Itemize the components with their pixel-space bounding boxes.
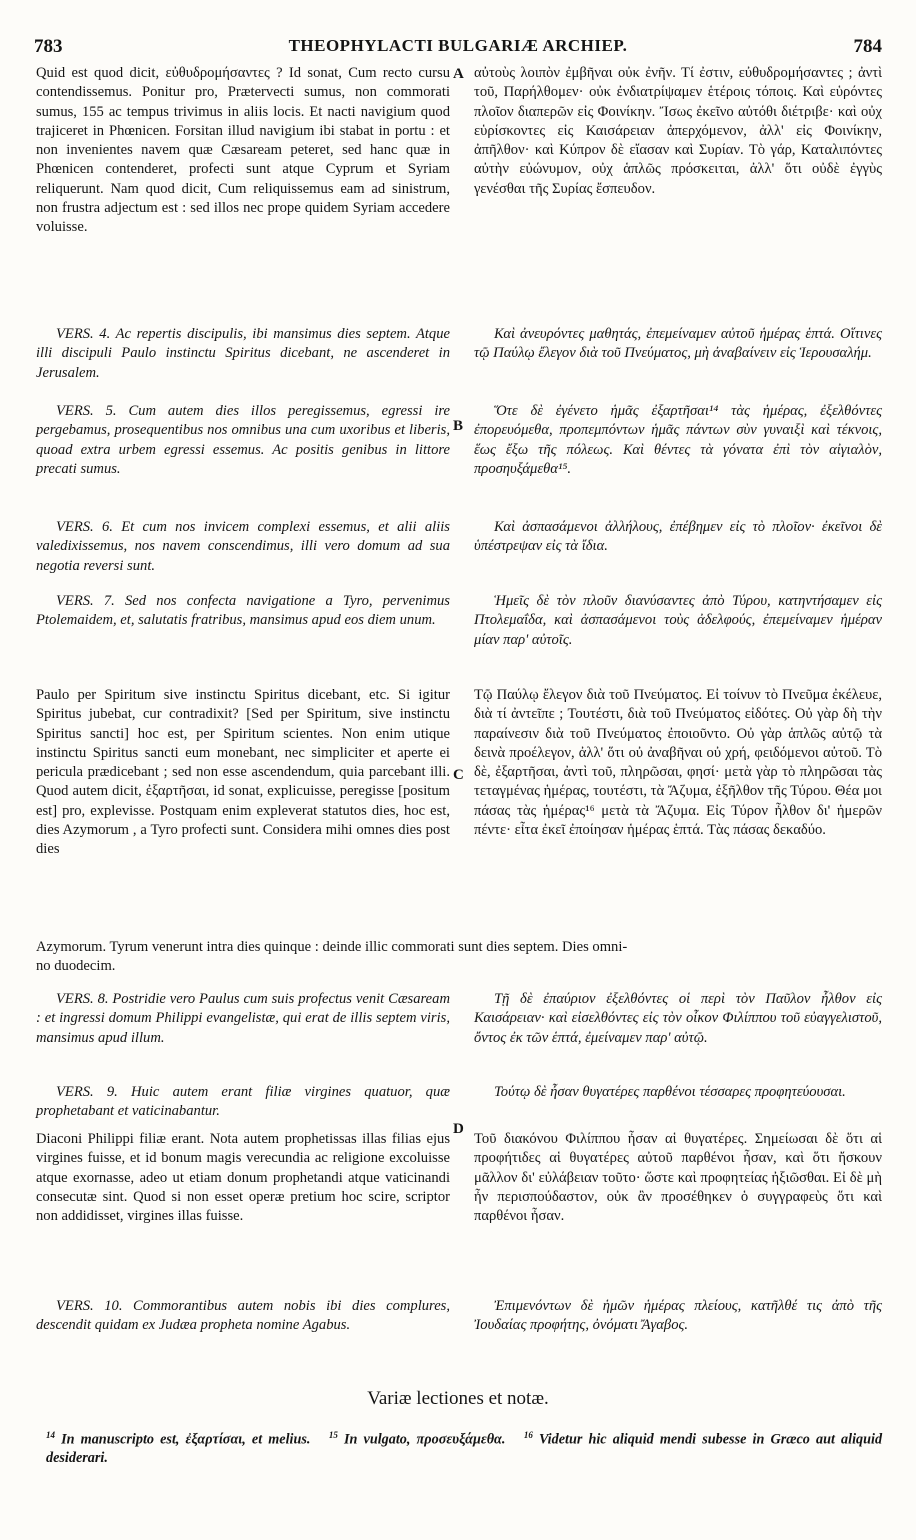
greek-verse-10-text: Ἐπιμενόντων δὲ ἡμῶν ἡμέρας πλείους, κατῆλθέ τις ἀπὸ τῆς Ἰουδαίας προφήτης, ὀνόματι Ἄγαβος. xyxy=(474,1298,882,1334)
latin-verse-6-text: VERS. 6. Et cum nos invicem complexi essemus, et alii aliis valedixissemus, nos navem conscendimus, illi vero domum ad sua negotia reversi sunt. xyxy=(36,519,450,574)
latin-verse-4-text: VERS. 4. Ac repertis discipulis, ibi mansimus dies septem. Atque illi discipuli Paulo instinctu Spiritus dicebant, ne ascenderet in Jerusalem. xyxy=(36,326,450,381)
notes-heading: Variæ lectiones et notæ. xyxy=(367,1388,549,1409)
greek-verse-8 xyxy=(474,990,882,1048)
latin-verse-10 xyxy=(36,1297,450,1336)
latin-verse-7-text: VERS. 7. Sed nos confecta navigatione a Tyro, pervenimus Ptolemaidem, et, salutatis fratribus, mansimus apud eos diem unum. xyxy=(36,593,450,629)
latin-verse-8-text: VERS. 8. Postridie vero Paulus cum suis profectus venit Cæsaream : et ingressi domum Philippi evangelistæ, qui erat de illis septem viris, mansimus apud illum. xyxy=(36,991,450,1046)
greek-verse-10 xyxy=(474,1297,882,1336)
greek-verse-5-text: Ὅτε δὲ ἐγένετο ἡμᾶς ἐξαρτῆσαι¹⁴ τὰς ἡμέρας, ἐξελθόντες ἐπορευόμεθα, προπεμπόντων ἡμᾶς πάντων σὺν γυναιξὶ καὶ τέκνοις, ἕως ἔξω τῆς πόλεως. Καὶ θέντες τὰ γόνατα ἐπὶ τὸν αἰγιαλὸν, προσηυξάμεθα¹⁵. xyxy=(474,403,882,477)
running-title: THEOPHYLACTI BULGARIÆ ARCHIEP. xyxy=(288,36,628,55)
page-number-right: 784 xyxy=(853,36,882,57)
latin-verse-4 xyxy=(36,325,450,383)
footnote-15: In vulgato, προσευξάμεθα. xyxy=(343,1431,506,1448)
latin-commentary-2-end xyxy=(36,957,450,976)
greek-verse-8-text: Τῇ δὲ ἐπαύριον ἐξελθόντες οἱ περὶ τὸν Παῦλον ἦλθον εἰς Καισάρειαν· καὶ εἰσελθόντες εἰς τὸν οἶκον Φιλίππου τοῦ εὐαγγελιστοῦ, ὄντος ἐκ τῶν ἑπτά, ἐμείναμεν παρ' αὐτῷ. xyxy=(474,991,882,1046)
greek-verse-6 xyxy=(474,518,882,557)
latin-verse-9-text: VERS. 9. Huic autem erant filiæ virgines quatuor, quæ prophetabant et vaticinabantur. xyxy=(36,1084,450,1120)
greek-commentary-1: αὐτοὺς λοιπὸν ἐμβῆναι οὐκ ἐνῆν. Τί ἐστιν, εὐθυδρομήσαντες ; ἀντὶ τοῦ, Παρήλθομεν· οὐκ ἐνδιατρίψαμεν ἑτέροις τόποις. Καὶ εὑρόντες πλοῖον διαπερῶν εἰς Φοινίκην. Ἴσως ἐκεῖνο αὐτόθι διέτριβε· καὶ οὐχ εὑρίσκοντες εἰς Καισάρειαν ἀπερχόμενον, ἀλλ' εἰς Φοινίκην, ἀπῆλθον· καὶ Κύπρον δὲ εἴασαν καὶ Συρίαν. Τὸ γάρ, Καταλιπόντες αὐτὴν εὐώνυμον, οὐχ ἁπλῶς πρόσκειται, ἀλλ' ὅτι οὐδὲ ἐγγὺς γενέσθαι τῆς Συρίας ἔσπευδον. xyxy=(474,65,882,197)
greek-verse-4 xyxy=(474,325,882,364)
footnote-14-mark: 14 xyxy=(46,1430,55,1440)
latin-column-top xyxy=(36,64,450,308)
greek-verse-7-text: Ἡμεῖς δὲ τὸν πλοῦν διανύσαντες ἀπὸ Τύρου, κατηντήσαμεν εἰς Πτολεμαΐδα, καὶ ἀσπασάμενοι τοὺς ἀδελφούς, ἐπεμείναμεν ἡμέραν μίαν παρ' αὐτοῖς. xyxy=(474,593,882,648)
greek-commentary-3-text: Τοῦ διακόνου Φιλίππου ἦσαν αἱ θυγατέρες. Σημείωσαι δὲ ὅτι αἱ προφήτιδες αἱ θυγατέρες αὐτοῦ παρθένοι ἦσαν, καὶ ὅτι ἤσκουν μᾶλλον δι' εὐλάβειαν τοῦτο· ὥστε καὶ προφητείας ἠξιῶσθαι. Εἰ δὲ μὴ ἦν περισπούδαστον, οὐκ ἂν προσέθηκεν ὁ συγγραφεὺς ὅτι καὶ παρθένοι ἦσαν. xyxy=(474,1131,882,1225)
latin-commentary-3-text: Diaconi Philippi filiæ erant. Nota autem prophetissas illas filias ejus virgines fuisse, et id bonum magis verecundia ac religione excoluisse atque exornasse, adeo ut etiam donum prophetandi atque vaticinandi consecutæ sint. Quod si non esset operæ pretium hoc scire, scriptor non addidisset, virgines illas fuisse. xyxy=(36,1131,450,1225)
latin-commentary-3 xyxy=(36,1130,450,1226)
latin-verse-10-text: VERS. 10. Commorantibus autem nobis ibi dies complures, descendit quidam ex Judæa propheta nomine Agabus. xyxy=(36,1298,450,1334)
full-width-line: Azymorum. Tyrum venerunt intra dies quinque : deinde illic commorati sunt dies septem. Dies omni- xyxy=(36,939,628,955)
greek-verse-4-text: Καὶ ἀνευρόντες μαθητάς, ἐπεμείναμεν αὐτοῦ ἡμέρας ἑπτά. Οἵτινες τῷ Παύλῳ ἔλεγον διὰ τοῦ Πνεύματος, μὴ ἀναβαίνειν εἰς Ἱερουσαλήμ. xyxy=(474,326,882,362)
greek-verse-9 xyxy=(474,1083,882,1102)
latin-commentary-2-text: Paulo per Spiritum sive instinctu Spiritus dicebant, etc. Si igitur Spiritus jubebat, cur contradixit? [Sed per Spiritum, sive instinctu Spiritus sancti] hoc est, per Spiritum scientes. Non enim utique instinctu Spiritus sancti eum monebant, nec simpliciter et aperte ei pericula prædicebant ; sed non esse ascendendum, quia parcebant illi. Quod autem dicit, ἐξαρτῆσαι, id sonat, explicuisse, peregisse [positum est] pro, explevisse. Postquam enim expleverat statutos dies, hoc est, dies Azymorum , a Tyro profecti sunt. Considera mihi omnes dies post dies xyxy=(36,687,450,858)
page-header xyxy=(34,36,882,58)
latin-verse-9 xyxy=(36,1083,450,1122)
latin-commentary-2-end-text: no duodecim. xyxy=(36,958,116,974)
page-number-left: 783 xyxy=(34,36,63,57)
footnote-16-mark: 16 xyxy=(523,1430,533,1440)
greek-verse-5 xyxy=(474,402,882,479)
greek-commentary-2 xyxy=(474,686,882,840)
greek-verse-7 xyxy=(474,592,882,650)
latin-verse-5 xyxy=(36,402,450,479)
latin-verse-8 xyxy=(36,990,450,1048)
greek-commentary-3 xyxy=(474,1130,882,1226)
margin-letter-c: C xyxy=(453,767,464,783)
greek-commentary-2-text: Τῷ Παύλῳ ἔλεγον διὰ τοῦ Πνεύματος. Εἰ τοίνυν τὸ Πνεῦμα ἐκέλευε, διὰ τί ἀντεῖπε ; Τουτέστι, διὰ τοῦ Πνεύματος εἰδότες. Οὐ γὰρ δὴ τὴν παραίνεσιν διὰ τοῦ Πνεύματος ἐποιοῦντο. Οὐ γὰρ ἁπλῶς αὐτῷ τὰ δεινὰ προέλεγον, ἀλλ' ὅτι οὐ ἀναβῆναι οὐ χρή, φειδόμενοι αὐτοῦ. Τὸ δὲ, ἐξαρτῆσαι, ἀντὶ τοῦ, πληρῶσαι, φησί· μετὰ γὰρ τὸ πληρῶσαι τὰς τεταγμένας ἡμέρας, τουτέστι, τὰ Ἄζυμα, ἐξῆλθον τῆς Τύρου. Θέα μοι πάσας τὰς ἡμέρας¹⁶ μετὰ τὰ Ἄζυμα. Εἰς Τύρον ἦλθον δι' ἡμερῶν πέντε· εἶτα ἐκεῖ ἐποίησαν ἡμέρας ἑπτά. Τὰς πάσας δεκαδύο. xyxy=(474,687,882,839)
latin-verse-6 xyxy=(36,518,450,576)
greek-verse-6-text: Καὶ ἀσπασάμενοι ἀλλήλους, ἐπέβημεν εἰς τὸ πλοῖον· ἐκεῖνοι δὲ ὑπέστρεψαν εἰς τὰ ἴδια. xyxy=(474,519,882,555)
margin-letter-a: A xyxy=(453,66,464,82)
footnotes xyxy=(46,1426,882,1468)
margin-letter-d: D xyxy=(453,1121,464,1137)
footnote-14: In manuscripto est, ἐξαρτίσαι, et melius. xyxy=(61,1431,311,1448)
margin-letter-b: B xyxy=(453,418,464,434)
latin-verse-7 xyxy=(36,592,450,631)
latin-commentary-1: Quid est quod dicit, εὐθυδρομήσαντες ? Id sonat, Cum recto cursu contendissemus. Ponitur pro, Prætervecti sumus, non commorati sumus, 155 ac tempus trivimus in aliis locis. Et nacti navigium quod trajiceret in Phœnicen. Forsitan illud navigium ibi stabat in portu : et non invenientes navem quæ Cæsaream peteret, sed hanc quæ in Phœnicen contenderet, profecti sunt atque Cyprum et Syriam reliquerunt. Nam quod dicit, Cum reliquissemus eam ad sinistrum, non frustra adjectum est : sed illos nec prope quidem Syriam accedere voluisse. xyxy=(36,65,450,236)
latin-commentary-2 xyxy=(36,686,450,860)
greek-verse-9-text: Τούτῳ δὲ ἦσαν θυγατέρες παρθένοι τέσσαρες προφητεύουσαι. xyxy=(494,1084,846,1100)
footnote-16: Videtur hic aliquid mendi subesse in Græco aut aliquid desiderari. xyxy=(46,1431,883,1467)
greek-column-top xyxy=(474,64,882,199)
footnote-15-mark: 15 xyxy=(328,1430,338,1440)
latin-verse-5-text: VERS. 5. Cum autem dies illos peregissemus, egressi ire pergebamus, prosequentibus nos omnibus una cum uxoribus et liberis, quoad extra urbem egressi essemus. Ac positis genibus in littore precati sumus. xyxy=(36,403,450,477)
